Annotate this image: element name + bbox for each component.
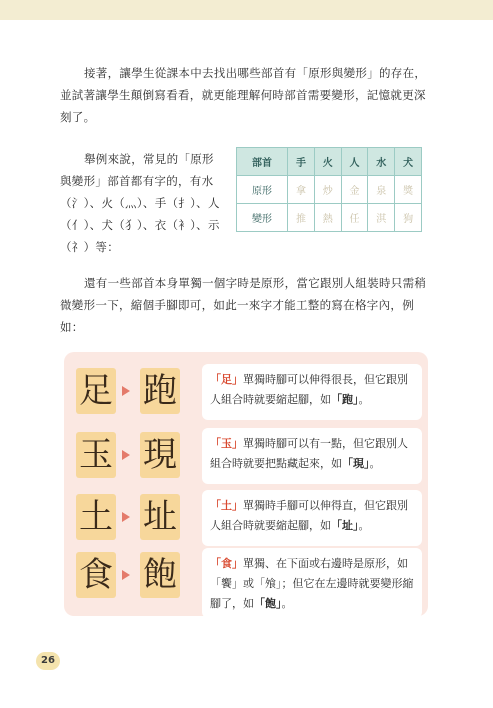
example-row (74, 364, 424, 420)
example-card: 「食」單獨、在下面或右邊時是原形，如「饗」或「飧」；但它在左邊時就要變形縮腳了，如「飽」。 (202, 548, 422, 618)
example-line: 舉例來說，常見的「原形 (84, 152, 214, 166)
compound-char-box: 飽 (140, 552, 180, 598)
table-header: 人 (341, 148, 368, 176)
explanation-text: 還有一些部首本身單獨一個字時是原形，當它跟別人組裝時只需稍微變形一下，縮個手腳即可，如此一來字才能工整的寫在格字內，例如： (60, 276, 427, 334)
example-row (74, 428, 424, 484)
intro-text: 接著，讓學生從課本中去找出哪些部首有「原形與變形」的存在，並試著讓學生顛倒寫看看，就更能理解何時部首需要變形，記憶就更深刻了。 (60, 66, 427, 124)
example-card: 「土」單獨時手腳可以伸得直，但它跟別人組合時就要縮起腳，如「址」。 (202, 490, 422, 546)
example-line: （礻）等： (60, 240, 119, 254)
explanation-paragraph (60, 272, 432, 338)
table-header: 火 (314, 148, 341, 176)
table-header: 部首 (237, 148, 288, 176)
table-row (237, 176, 422, 204)
table-header-row (237, 148, 422, 176)
table-cell: 熱 (314, 204, 341, 232)
page-number: 26 (36, 652, 60, 670)
table-header: 水 (368, 148, 395, 176)
example-line: （氵）、火（灬）、手（扌）、人 (60, 196, 220, 210)
intro-paragraph (60, 62, 432, 128)
arrow-icon (122, 512, 130, 522)
example-row (74, 490, 424, 546)
example-line: （亻）、犬（犭）、衣（衤）、示 (60, 218, 220, 232)
arrow-icon (122, 386, 130, 396)
table-cell: 獎 (395, 176, 422, 204)
row-label: 原形 (237, 176, 288, 204)
table-cell: 任 (341, 204, 368, 232)
radical-char-box: 足 (76, 368, 116, 414)
radical-char-box: 玉 (76, 432, 116, 478)
table-cell: 推 (288, 204, 315, 232)
table-row (237, 204, 422, 232)
radical-table (236, 147, 422, 232)
example-paragraph (60, 148, 230, 258)
example-card: 「足」單獨時腳可以伸得很長，但它跟別人組合時就要縮起腳，如「跑」。 (202, 364, 422, 420)
compound-char-box: 跑 (140, 368, 180, 414)
row-label: 變形 (237, 204, 288, 232)
arrow-icon (122, 450, 130, 460)
table-header: 手 (288, 148, 315, 176)
example-row (74, 548, 424, 610)
table-cell: 狗 (395, 204, 422, 232)
arrow-icon (122, 570, 130, 580)
example-card: 「玉」單獨時腳可以有一點，但它跟別人組合時就要把點藏起來，如「現」。 (202, 428, 422, 484)
table-cell: 泉 (368, 176, 395, 204)
compound-char-box: 址 (140, 494, 180, 540)
table-cell: 金 (341, 176, 368, 204)
examples-panel (64, 352, 428, 616)
table-cell: 炒 (314, 176, 341, 204)
example-line: 與變形」部首都有字的，有水 (60, 174, 214, 188)
compound-char-box: 現 (140, 432, 180, 478)
radical-char-box: 食 (76, 552, 116, 598)
table-cell: 拿 (288, 176, 315, 204)
table-cell: 淇 (368, 204, 395, 232)
top-band (0, 0, 493, 20)
table-header: 犬 (395, 148, 422, 176)
radical-char-box: 土 (76, 494, 116, 540)
